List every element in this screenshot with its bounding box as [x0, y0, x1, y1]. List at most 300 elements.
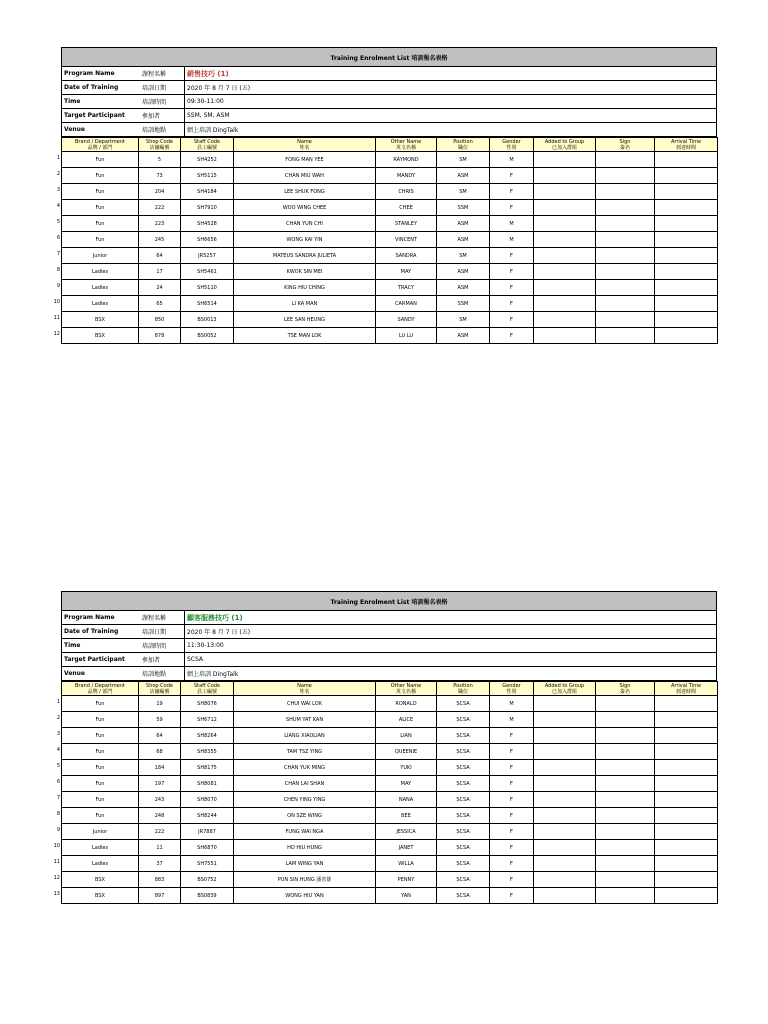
table-row: [62, 872, 718, 888]
table-cell: 59: [139, 712, 181, 728]
empty-cell[interactable]: [655, 776, 718, 792]
table-cell: VINCENT: [376, 232, 437, 248]
table-cell: CARMAN: [376, 296, 437, 312]
table-cell: MAY: [376, 776, 437, 792]
table-cell: LEE SAN HEUNG: [234, 312, 376, 328]
empty-cell[interactable]: [596, 296, 655, 312]
table-cell: MAY: [376, 264, 437, 280]
table-cell: BS0052: [181, 328, 234, 344]
table-cell: F: [490, 184, 534, 200]
column-header: [490, 682, 534, 696]
column-header-en: Sign: [619, 138, 631, 145]
empty-cell[interactable]: [534, 712, 596, 728]
empty-cell[interactable]: [596, 792, 655, 808]
empty-cell[interactable]: [655, 280, 718, 296]
table-cell: SCSA: [437, 776, 490, 792]
empty-cell[interactable]: [534, 760, 596, 776]
brand-value: Fun: [95, 796, 105, 803]
time-label: Time: [64, 642, 81, 649]
time-label: Time: [64, 98, 81, 105]
target-label: Target Participant: [64, 112, 125, 119]
table-cell: F: [490, 808, 534, 824]
table-cell: [56, 216, 139, 232]
table-cell: LEE SHUK FONG: [234, 184, 376, 200]
empty-cell[interactable]: [596, 216, 655, 232]
column-header-en: Shop Code: [146, 138, 173, 145]
empty-cell[interactable]: [655, 312, 718, 328]
column-header: [655, 682, 718, 696]
time-row: [61, 95, 717, 109]
table-cell: 243: [139, 792, 181, 808]
table-row: [62, 744, 718, 760]
empty-cell[interactable]: [596, 856, 655, 872]
table-row: [62, 280, 718, 296]
column-header-en: Arrival Time: [670, 138, 702, 145]
table-cell: [56, 248, 139, 264]
brand-value: Fun: [95, 700, 105, 707]
empty-cell[interactable]: [534, 872, 596, 888]
empty-cell[interactable]: [534, 840, 596, 856]
table-cell: [56, 776, 139, 792]
empty-cell[interactable]: [655, 696, 718, 712]
table-cell: SM: [437, 184, 490, 200]
table-cell: SH8081: [181, 776, 234, 792]
empty-cell[interactable]: [596, 744, 655, 760]
column-header-zh: 已加入群組: [551, 144, 577, 151]
table-cell: WOO WING CHEE: [234, 200, 376, 216]
table-cell: SCSA: [437, 696, 490, 712]
column-header: [62, 138, 139, 152]
row-number: 8: [56, 811, 60, 817]
target-row: [61, 653, 717, 667]
table-cell: SH7551: [181, 856, 234, 872]
brand-value: Fun: [95, 172, 105, 179]
column-header-en: Name: [297, 682, 312, 689]
column-header-zh: 性別: [506, 688, 517, 695]
brand-value: Ladies: [91, 268, 109, 275]
table-cell: 24: [139, 280, 181, 296]
table-cell: KING HIU CHING: [234, 280, 376, 296]
table-cell: SSM: [437, 200, 490, 216]
column-header: [139, 138, 181, 152]
table-cell: [53, 840, 139, 856]
table-cell: FONG MAN YEE: [234, 152, 376, 168]
table-cell: 222: [139, 200, 181, 216]
table-cell: [56, 200, 139, 216]
table-cell: LIANG XIAOLIAN: [234, 728, 376, 744]
table-cell: RONALD: [376, 696, 437, 712]
table-cell: [56, 232, 139, 248]
target-label: Target Participant: [64, 656, 125, 663]
empty-cell[interactable]: [655, 328, 718, 344]
table-cell: [56, 184, 139, 200]
table-cell: JANET: [376, 840, 437, 856]
empty-cell[interactable]: [534, 696, 596, 712]
table-cell: [53, 328, 139, 344]
empty-cell[interactable]: [534, 328, 596, 344]
brand-value: BSX: [95, 332, 105, 339]
empty-cell[interactable]: [655, 232, 718, 248]
empty-cell[interactable]: [655, 840, 718, 856]
empty-cell[interactable]: [596, 808, 655, 824]
table-cell: F: [490, 200, 534, 216]
empty-cell[interactable]: [655, 856, 718, 872]
table-cell: SANDRA: [376, 248, 437, 264]
table-cell: SH6656: [181, 232, 234, 248]
table-cell: [56, 760, 139, 776]
table-cell: SH6712: [181, 712, 234, 728]
brand-value: Fun: [95, 780, 105, 787]
table-cell: CHAN LAI SHAN: [234, 776, 376, 792]
brand-value: Fun: [95, 220, 105, 227]
table-cell: ASM: [437, 216, 490, 232]
table-cell: BS0839: [181, 888, 234, 904]
table-cell: SCSA: [437, 792, 490, 808]
column-header-en: Other Name: [390, 682, 422, 689]
table-cell: BS0752: [181, 872, 234, 888]
venue-row: [61, 667, 717, 681]
empty-cell[interactable]: [655, 216, 718, 232]
empty-cell[interactable]: [534, 728, 596, 744]
table-cell: SH8175: [181, 760, 234, 776]
empty-cell[interactable]: [534, 824, 596, 840]
table-cell: SH4252: [181, 152, 234, 168]
table-cell: BS0013: [181, 312, 234, 328]
empty-cell[interactable]: [534, 152, 596, 168]
row-number: 2: [56, 715, 60, 721]
table-cell: [53, 312, 139, 328]
table-row: [62, 200, 718, 216]
participant-table: [53, 681, 718, 904]
table-cell: 68: [139, 744, 181, 760]
empty-cell[interactable]: [596, 248, 655, 264]
table-cell: SCSA: [437, 808, 490, 824]
empty-cell[interactable]: [534, 232, 596, 248]
empty-cell[interactable]: [534, 312, 596, 328]
program-value: 銷售技巧 (1): [184, 67, 229, 80]
column-header-zh: 性別: [506, 144, 517, 151]
table-cell: PUN SIN HUNG 潘善雄: [234, 872, 376, 888]
table-cell: SCSA: [437, 744, 490, 760]
empty-cell[interactable]: [534, 792, 596, 808]
table-cell: WILLA: [376, 856, 437, 872]
column-header-en: Staff Code: [193, 682, 221, 689]
empty-cell[interactable]: [596, 184, 655, 200]
brand-value: Ladies: [91, 300, 109, 307]
column-header: [655, 138, 718, 152]
time-value: 11:30-13:00: [184, 639, 224, 652]
program-label: Program Name: [64, 614, 115, 621]
column-header-zh: 英文名稱: [395, 688, 416, 695]
empty-cell[interactable]: [596, 696, 655, 712]
empty-cell[interactable]: [596, 888, 655, 904]
column-header: [376, 682, 437, 696]
empty-cell[interactable]: [534, 200, 596, 216]
venue-value: 網上培訓 DingTalk: [184, 667, 238, 680]
empty-cell[interactable]: [534, 168, 596, 184]
sheet-title: Training Enrolment List 培訓報名表格: [61, 47, 717, 67]
row-number: 6: [56, 235, 60, 241]
row-number: 5: [56, 763, 60, 769]
table-cell: 184: [139, 760, 181, 776]
column-header-zh: 品牌 / 部門: [87, 144, 113, 151]
column-header: [437, 138, 490, 152]
empty-cell[interactable]: [655, 824, 718, 840]
empty-cell[interactable]: [534, 856, 596, 872]
table-cell: HO HIU HUNG: [234, 840, 376, 856]
column-header: [596, 682, 655, 696]
brand-value: Fun: [95, 812, 105, 819]
empty-cell[interactable]: [655, 248, 718, 264]
column-header-en: Arrival Time: [670, 682, 702, 689]
table-cell: JESSICA: [376, 824, 437, 840]
table-cell: STANLEY: [376, 216, 437, 232]
table-cell: SCSA: [437, 824, 490, 840]
date-label-zh: 培訓日期: [142, 629, 167, 636]
table-row: [62, 808, 718, 824]
table-cell: 883: [139, 872, 181, 888]
table-cell: 73: [139, 168, 181, 184]
empty-cell[interactable]: [655, 152, 718, 168]
table-cell: 248: [139, 808, 181, 824]
row-number: 12: [53, 331, 60, 337]
empty-cell[interactable]: [596, 728, 655, 744]
table-cell: 223: [139, 216, 181, 232]
table-cell: M: [490, 696, 534, 712]
table-cell: SM: [437, 312, 490, 328]
brand-value: Ladies: [91, 844, 109, 851]
empty-cell[interactable]: [534, 248, 596, 264]
date-value: 2020 年 8 月 7 日 (五): [184, 81, 250, 94]
row-number: 8: [56, 267, 60, 273]
target-label-zh: 參加者: [142, 113, 161, 120]
table-cell: [53, 888, 139, 904]
empty-cell[interactable]: [596, 712, 655, 728]
date-row: [61, 625, 717, 639]
table-cell: ASM: [437, 280, 490, 296]
brand-value: Ladies: [91, 284, 109, 291]
column-header: [490, 138, 534, 152]
table-header: [62, 682, 718, 696]
row-number: 1: [56, 155, 60, 161]
enrolment-sheet-1: [49, 47, 717, 344]
venue-label-zh: 培訓地點: [142, 671, 167, 678]
column-header-en: Brand / Department: [74, 682, 125, 689]
table-cell: ALICE: [376, 712, 437, 728]
table-cell: LAM WING YAN: [234, 856, 376, 872]
empty-cell[interactable]: [655, 200, 718, 216]
brand-value: Fun: [95, 732, 105, 739]
empty-cell[interactable]: [534, 808, 596, 824]
table-cell: F: [490, 168, 534, 184]
table-row: [62, 232, 718, 248]
table-cell: YUKI: [376, 760, 437, 776]
row-number: 1: [56, 699, 60, 705]
row-number: 10: [53, 843, 60, 849]
brand-value: Junior: [92, 252, 108, 259]
table-cell: LIAN: [376, 728, 437, 744]
empty-cell[interactable]: [596, 872, 655, 888]
table-cell: 197: [139, 776, 181, 792]
empty-cell[interactable]: [534, 888, 596, 904]
empty-cell[interactable]: [534, 216, 596, 232]
empty-cell[interactable]: [596, 824, 655, 840]
table-cell: 245: [139, 232, 181, 248]
table-row: [62, 296, 718, 312]
empty-cell[interactable]: [655, 712, 718, 728]
table-cell: 897: [139, 888, 181, 904]
column-header: [181, 138, 234, 152]
empty-cell[interactable]: [655, 728, 718, 744]
table-cell: M: [490, 216, 534, 232]
table-cell: TAM TSZ YING: [234, 744, 376, 760]
table-cell: SCSA: [437, 856, 490, 872]
empty-cell[interactable]: [534, 280, 596, 296]
table-cell: SH8076: [181, 696, 234, 712]
row-number: 2: [56, 171, 60, 177]
table-cell: SH8070: [181, 792, 234, 808]
empty-cell[interactable]: [596, 328, 655, 344]
column-header-en: Added to Group: [544, 682, 585, 689]
venue-value: 網上培訓 DingTalk: [184, 123, 238, 136]
table-cell: F: [490, 248, 534, 264]
brand-value: Fun: [95, 716, 105, 723]
column-header-zh: 員工編號: [196, 688, 217, 695]
empty-cell[interactable]: [534, 184, 596, 200]
column-header-zh: 姓名: [299, 144, 310, 151]
table-cell: WONG HIU YAN: [234, 888, 376, 904]
table-cell: SANDY: [376, 312, 437, 328]
column-header-zh: 簽名: [619, 144, 630, 151]
empty-cell[interactable]: [655, 744, 718, 760]
empty-cell[interactable]: [596, 232, 655, 248]
empty-cell[interactable]: [655, 872, 718, 888]
empty-cell[interactable]: [596, 280, 655, 296]
table-cell: F: [490, 264, 534, 280]
empty-cell[interactable]: [596, 264, 655, 280]
table-cell: [56, 168, 139, 184]
column-header-en: Shop Code: [146, 682, 173, 689]
table-cell: [56, 792, 139, 808]
program-label-zh: 課程名稱: [142, 71, 167, 78]
table-cell: CHAN YUK MING: [234, 760, 376, 776]
empty-cell[interactable]: [534, 744, 596, 760]
brand-value: Fun: [95, 204, 105, 211]
table-cell: F: [490, 840, 534, 856]
table-cell: F: [490, 872, 534, 888]
column-header-en: Gender: [502, 682, 521, 689]
column-header: [139, 682, 181, 696]
table-cell: ASM: [437, 264, 490, 280]
table-cell: SSM: [437, 296, 490, 312]
target-row: [61, 109, 717, 123]
date-label-zh: 培訓日期: [142, 85, 167, 92]
table-cell: F: [490, 312, 534, 328]
empty-cell[interactable]: [655, 184, 718, 200]
row-number: 4: [56, 203, 60, 209]
empty-cell[interactable]: [596, 840, 655, 856]
column-header: [234, 138, 376, 152]
table-row: [62, 712, 718, 728]
table-cell: M: [490, 232, 534, 248]
table-cell: SH8244: [181, 808, 234, 824]
table-cell: 850: [139, 312, 181, 328]
empty-cell[interactable]: [655, 760, 718, 776]
empty-cell[interactable]: [655, 792, 718, 808]
empty-cell[interactable]: [655, 168, 718, 184]
table-cell: CHRIS: [376, 184, 437, 200]
table-cell: SH5461: [181, 264, 234, 280]
table-cell: CHEN YING YING: [234, 792, 376, 808]
table-row: [62, 152, 718, 168]
brand-value: BSX: [95, 316, 105, 323]
row-number: 6: [56, 779, 60, 785]
column-header: [534, 682, 596, 696]
empty-cell[interactable]: [655, 296, 718, 312]
table-cell: 64: [139, 248, 181, 264]
table-cell: F: [490, 760, 534, 776]
column-header-en: Other Name: [390, 138, 422, 145]
empty-cell[interactable]: [534, 776, 596, 792]
table-cell: [56, 824, 139, 840]
table-row: [62, 888, 718, 904]
empty-cell[interactable]: [596, 200, 655, 216]
brand-value: Fun: [95, 188, 105, 195]
venue-label-zh: 培訓地點: [142, 127, 167, 134]
row-number: 9: [56, 283, 60, 289]
table-cell: F: [490, 792, 534, 808]
empty-cell[interactable]: [596, 312, 655, 328]
column-header-en: Position: [453, 682, 473, 689]
empty-cell[interactable]: [596, 152, 655, 168]
table-cell: SM: [437, 152, 490, 168]
table-cell: TSE MAN LOK: [234, 328, 376, 344]
empty-cell[interactable]: [596, 168, 655, 184]
column-header-zh: 品牌 / 部門: [87, 688, 113, 695]
table-cell: KWOK SIN MEI: [234, 264, 376, 280]
column-header-en: Staff Code: [193, 138, 221, 145]
time-row: [61, 639, 717, 653]
column-header: [534, 138, 596, 152]
column-header-zh: 姓名: [299, 688, 310, 695]
empty-cell[interactable]: [655, 808, 718, 824]
table-cell: JR7887: [181, 824, 234, 840]
table-cell: SCSA: [437, 872, 490, 888]
empty-cell[interactable]: [596, 760, 655, 776]
table-cell: F: [490, 728, 534, 744]
enrolment-sheet-2: [49, 591, 717, 904]
table-cell: [56, 280, 139, 296]
table-row: [62, 328, 718, 344]
empty-cell[interactable]: [655, 888, 718, 904]
table-cell: LI KA MAN: [234, 296, 376, 312]
table-cell: SCSA: [437, 840, 490, 856]
table-cell: 878: [139, 328, 181, 344]
empty-cell[interactable]: [596, 776, 655, 792]
time-label-zh: 培訓時間: [142, 99, 167, 106]
table-cell: QUEENIE: [376, 744, 437, 760]
empty-cell[interactable]: [534, 296, 596, 312]
column-header-zh: 職位: [457, 688, 468, 695]
empty-cell[interactable]: [534, 264, 596, 280]
brand-value: Fun: [95, 748, 105, 755]
brand-value: BSX: [95, 876, 105, 883]
empty-cell[interactable]: [655, 264, 718, 280]
table-cell: PENNY: [376, 872, 437, 888]
table-cell: F: [490, 776, 534, 792]
table-row: [62, 264, 718, 280]
table-row: [62, 760, 718, 776]
